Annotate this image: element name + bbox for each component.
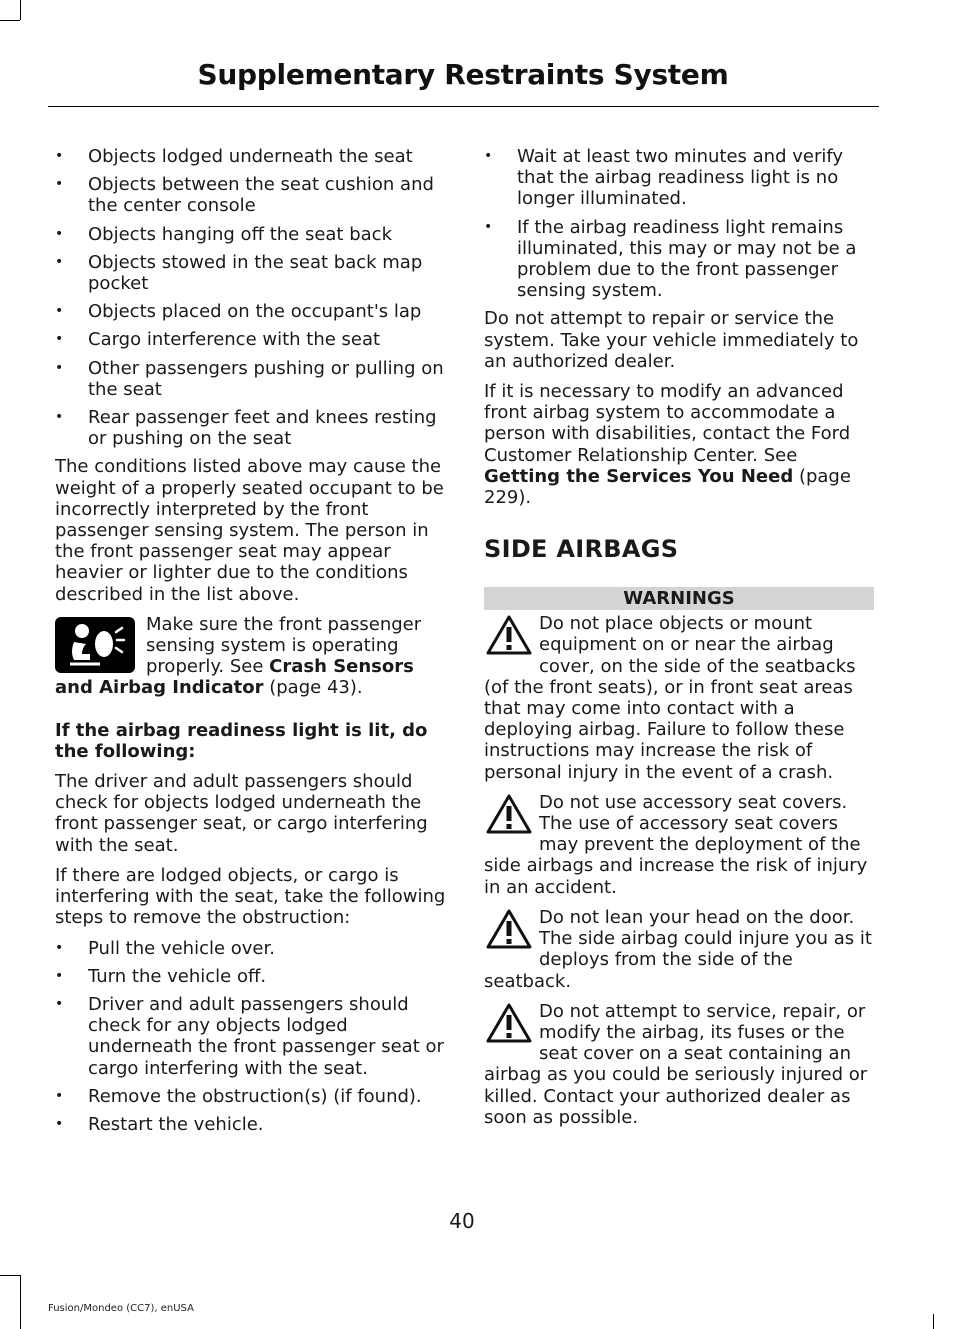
warning-block — [484, 613, 874, 783]
crop-mark — [20, 1275, 21, 1329]
passenger-sensing-note — [55, 614, 447, 699]
warning-text: Do not lean your head on the door. The side airbag could injure you as it deploys from the side of the seatback. — [484, 906, 872, 992]
section-title: SIDE AIRBAGS — [484, 535, 679, 564]
list-item: • Objects lodged underneath the seat — [55, 146, 447, 167]
title-divider — [48, 106, 879, 107]
steps-paragraph: If there are lodged objects, or cargo is interfering with the seat, take the following steps to remove the obstruction: — [55, 864, 446, 929]
warning-triangle-icon — [485, 613, 533, 657]
list-item: • If the airbag readiness light remains illuminated, this may or may not be a problem due to the front passenger sensing system. — [484, 217, 874, 302]
list-item: • Driver and adult passengers should check for any objects lodged underneath the front passenger seat or cargo interfering with the seat. — [55, 994, 447, 1079]
warning-block — [484, 907, 874, 992]
crash-sensors-link[interactable]: Crash Sensors and Airbag Indicator — [55, 656, 414, 699]
warning-text: Do not use accessory seat covers. The use of accessory seat covers may prevent the deployment of the side airbags and increase the risk of injury in an accident. — [484, 791, 868, 898]
list-item: • Restart the vehicle. — [55, 1114, 447, 1135]
list-item: • Objects placed on the occupant's lap — [55, 301, 447, 322]
list-item: • Turn the vehicle off. — [55, 966, 447, 987]
warning-triangle-icon — [485, 1001, 533, 1045]
warning-block — [484, 792, 874, 898]
obstruction-list — [55, 146, 447, 449]
driver-paragraph: The driver and adult passengers should check for objects lodged underneath the front passenger seat, or cargo interfering with the seat. — [55, 771, 428, 856]
readiness-subheading: If the airbag readiness light is lit, do the following: — [55, 719, 428, 762]
list-item: • Rear passenger feet and knees resting or pushing on the seat — [55, 407, 447, 449]
page-title: Supplementary Restraints System — [197, 58, 729, 91]
modify-page-ref: (page 229). — [484, 465, 851, 509]
crop-mark — [0, 20, 20, 21]
repair-paragraph: Do not attempt to repair or service the system. Take your vehicle immediately to an authorized dealer. — [484, 308, 859, 372]
warning-triangle-icon — [485, 907, 533, 951]
modify-text: If it is necessary to modify an advanced front airbag system to accommodate a person with disabilities, contact the Ford Customer Relationship Center. See — [484, 381, 851, 466]
list-item: • Cargo interference with the seat — [55, 329, 447, 350]
right-column — [484, 146, 874, 1137]
document-id: Fusion/Mondeo (CC7), enUSA — [48, 1303, 194, 1314]
verify-list — [484, 146, 874, 301]
warning-text: Do not attempt to service, repair, or modify the airbag, its fuses or the seat cover on a seat containing an airbag as you could be seriously injured or killed. Contact your authorized dealer as soon as possible. — [484, 1000, 868, 1128]
crop-mark — [0, 1275, 20, 1276]
page-number: 40 — [449, 1209, 475, 1233]
conditions-paragraph: The conditions listed above may cause the weight of a properly seated occupant to be incorrectly interpreted by the front passenger sensing system. The person in the front passenger seat may appear heavier or lighter due to the conditions described in the list above. — [55, 456, 444, 605]
list-item: • Remove the obstruction(s) (if found). — [55, 1086, 447, 1107]
crop-mark — [933, 1314, 934, 1329]
note-page-ref: (page 43). — [263, 677, 363, 699]
warnings-header: WARNINGS — [484, 587, 874, 610]
list-item: • Objects hanging off the seat back — [55, 224, 447, 245]
list-item: • Objects stowed in the seat back map pocket — [55, 252, 447, 294]
left-column — [55, 146, 447, 1142]
services-link[interactable]: Getting the Services You Need — [484, 465, 794, 487]
airbag-occupant-icon — [55, 617, 135, 673]
steps-list — [55, 938, 447, 1136]
modify-paragraph — [484, 381, 874, 508]
list-item: • Pull the vehicle over. — [55, 938, 447, 959]
warning-block — [484, 1001, 874, 1128]
list-item: • Other passengers pushing or pulling on the seat — [55, 358, 447, 400]
list-item: • Wait at least two minutes and verify that the airbag readiness light is no longer illuminated. — [484, 146, 874, 210]
list-item: • Objects between the seat cushion and the center console — [55, 174, 447, 216]
warning-text: Do not place objects or mount equipment on or near the airbag cover, on the side of the seatbacks (of the front seats), or in front seat areas that may come into contact with a deploying airbag. Failure to follow these instructions may increase the risk of personal injury in the event of a crash. — [484, 613, 856, 783]
crop-mark — [20, 0, 21, 20]
note-text: Make sure the front passenger sensing system is operating properly. See — [146, 613, 422, 678]
warning-triangle-icon — [485, 792, 533, 836]
